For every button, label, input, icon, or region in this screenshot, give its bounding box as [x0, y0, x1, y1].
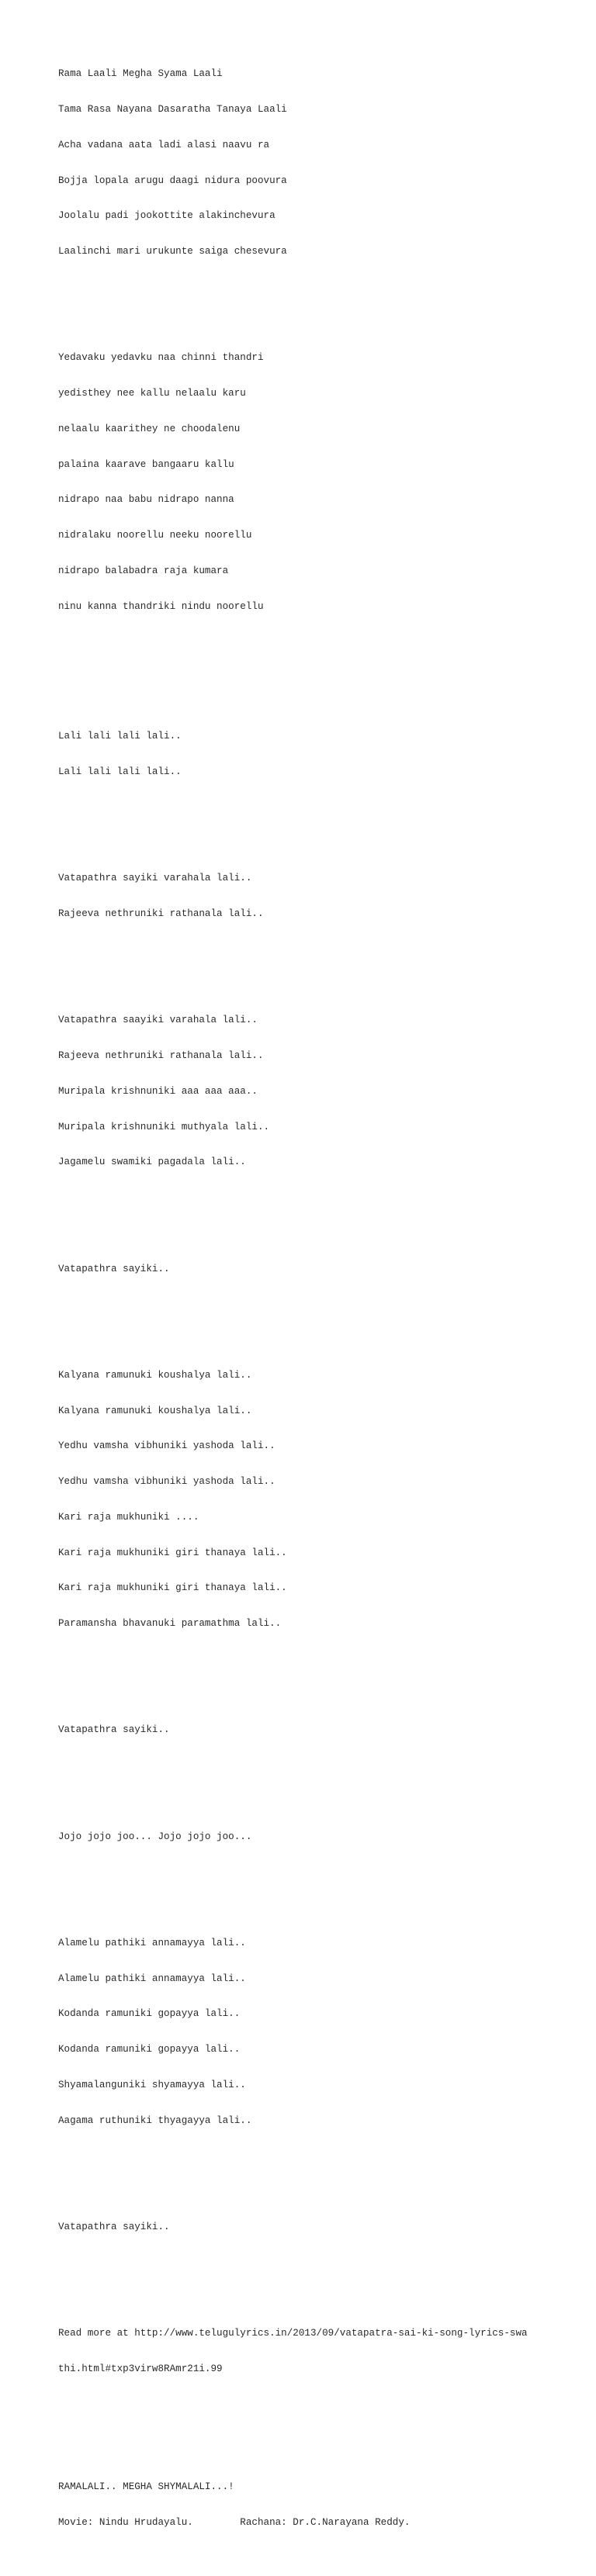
stanza-11 [58, 2197, 586, 2256]
lyric-line: Joolalu padi jookottite alakinchevura [58, 210, 275, 222]
stanza-8 [58, 1701, 586, 1760]
lyric-line: nelaalu kaarithey ne choodalenu [58, 423, 241, 434]
stanza-2 [58, 329, 586, 637]
lyric-line: Vatapathra sayiki.. [58, 1263, 170, 1274]
lyric-line: nidrapo naa babu nidrapo nanna [58, 494, 234, 506]
lyric-line: Vatapathra sayiki varahala lali.. [58, 873, 252, 884]
stanza-3 [58, 707, 586, 802]
lyric-line: Vatapathra sayiki.. [58, 2221, 170, 2232]
lyric-line: Yedhu vamsha vibhuniki yashoda lali.. [58, 1476, 275, 1487]
lyric-line: Kalyana ramunuki koushalya lali.. [58, 1369, 252, 1381]
lyric-line: Bojja lopala arugu daagi nidura poovura [58, 175, 287, 186]
stanza-6 [58, 1240, 586, 1298]
lyric-line: nidralaku noorellu neeku noorellu [58, 530, 252, 541]
lyric-line: Alamelu pathiki annamayya lali.. [58, 1937, 246, 1948]
source-link-text: thi.html#txp3virw8RAmr21i.99 [58, 2363, 223, 2374]
lyric-line: Kodanda ramuniki gopayya lali.. [58, 2044, 241, 2055]
source-link-text: Read more at http://www.telugulyrics.in/2013/09/vatapatra-sai-ki-song-lyrics-swa [58, 2328, 528, 2339]
lyric-line: Jojo jojo joo... Jojo jojo joo... [58, 1831, 252, 1842]
lyric-line: Shyamalanguniki shyamayya lali.. [58, 2079, 246, 2090]
lyric-line: Kari raja mukhuniki giri thanaya lali.. [58, 1582, 287, 1594]
stanza-10 [58, 1914, 586, 2150]
lyric-line: ninu kanna thandriki nindu noorellu [58, 600, 264, 612]
lyric-line: Rajeeva nethruniki rathanala lali.. [58, 908, 264, 919]
lyric-line: Acha vadana aata ladi alasi naavu ra [58, 139, 270, 150]
lyric-line: Muripala krishnuniki muthyala lali.. [58, 1121, 270, 1132]
stanza-5 [58, 991, 586, 1192]
lyric-line: Lali lali lali lali.. [58, 766, 182, 777]
lyric-line: Kodanda ramuniki gopayya lali.. [58, 2008, 241, 2020]
song-title-line: RAMALALI.. MEGHA SHYMALALI...! [58, 2481, 234, 2493]
lyric-line: Vatapathra saayiki varahala lali.. [58, 1015, 258, 1026]
stanza-1 [58, 45, 586, 282]
lyric-line: Vatapathra sayiki.. [58, 1724, 170, 1736]
lyric-line: Jagamelu swamiki pagadala lali.. [58, 1157, 246, 1168]
lyrics-document [58, 9, 586, 2576]
lyric-line: Paramansha bhavanuki paramathma lali.. [58, 1618, 282, 1629]
lyric-line: Yedhu vamsha vibhuniki yashoda lali.. [58, 1440, 275, 1452]
stanza-9 [58, 1807, 586, 1866]
lyric-line: Alamelu pathiki annamayya lali.. [58, 1973, 246, 1984]
source-link-block [58, 2305, 586, 2399]
lyric-line: Rama Laali Megha Syama Laali [58, 68, 223, 80]
lyric-line: yedisthey nee kallu nelaalu karu [58, 388, 246, 399]
movie-credits-line: Movie: Nindu Hrudayalu. Rachana: Dr.C.Narayana Reddy. [58, 2517, 411, 2528]
lyric-line: Kari raja mukhuniki giri thanaya lali.. [58, 1547, 287, 1558]
lyric-line: Lali lali lali lali.. [58, 731, 182, 742]
lyric-line: Rajeeva nethruniki rathanala lali.. [58, 1050, 264, 1061]
lyric-line: Laalinchi mari urukunte saiga chesevura [58, 246, 287, 257]
lyric-line: Muripala krishnuniki aaa aaa aaa.. [58, 1085, 258, 1097]
lyric-line: Tama Rasa Nayana Dasaratha Tanaya Laali [58, 104, 287, 115]
lyric-line: Kari raja mukhuniki .... [58, 1511, 199, 1523]
lyric-line: Aagama ruthuniki thyagayya lali.. [58, 2114, 252, 2126]
stanza-4 [58, 849, 586, 944]
lyric-line: Yedavaku yedavku naa chinni thandri [58, 352, 264, 364]
lyric-line: nidrapo balabadra raja kumara [58, 565, 229, 576]
lyric-line: palaina kaarave bangaaru kallu [58, 458, 234, 470]
stanza-7 [58, 1346, 586, 1654]
credits-block [58, 2458, 586, 2553]
lyric-line: Kalyana ramunuki koushalya lali.. [58, 1405, 252, 1416]
